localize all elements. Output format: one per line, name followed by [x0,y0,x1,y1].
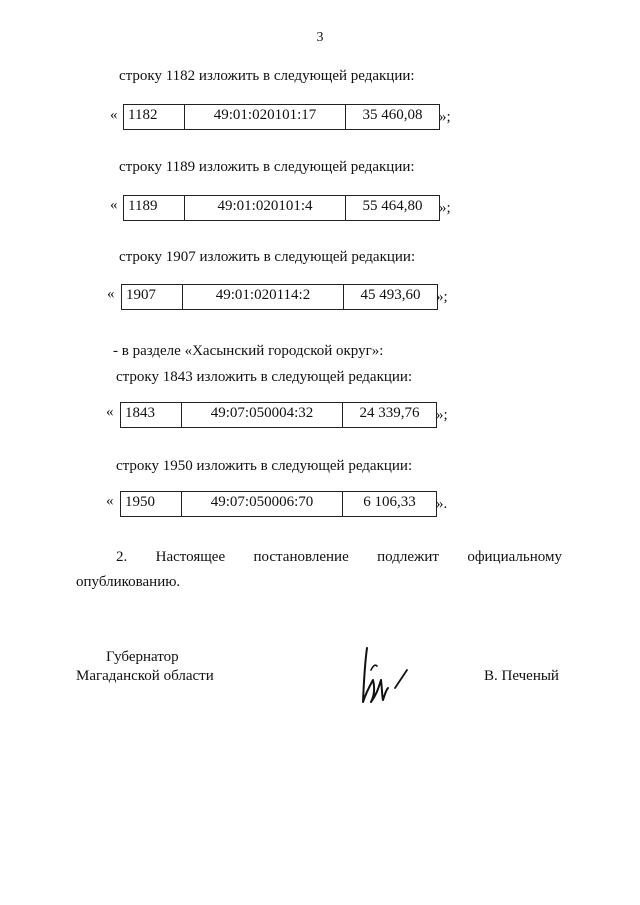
row-intro-1843: строку 1843 изложить в следующей редакции: [116,369,413,385]
quote-close: »; [439,109,451,125]
cadastral-number: 49:07:050004:32 [182,403,343,428]
quote-close: ». [436,496,448,512]
record-value: 6 106,33 [343,492,437,517]
page-number: 3 [316,30,324,45]
quote-open: « [106,404,114,420]
cadastral-number: 49:01:020101:4 [185,196,346,221]
section-heading: - в разделе «Хасынский городской округ»: [113,343,384,359]
table-row [121,492,437,517]
row-intro-1950: строку 1950 изложить в следующей редакции: [116,458,413,474]
record-table-1907 [121,284,438,310]
table-row [122,285,438,310]
quote-close: »; [439,200,451,216]
record-number: 1843 [121,403,182,428]
cadastral-number: 49:01:020114:2 [183,285,344,310]
row-intro-1189: строку 1189 изложить в следующей редакции: [119,159,415,175]
paragraph-word: официальному [467,549,562,565]
quote-open: « [107,286,115,302]
record-number: 1189 [124,196,185,221]
table-row [124,196,440,221]
record-value: 35 460,08 [346,105,440,130]
record-table-1182 [123,104,440,130]
quote-open: « [110,107,118,123]
signatory-title [76,648,214,686]
handwritten-signature [355,640,415,710]
quote-close: »; [436,289,448,305]
quote-open: « [106,493,114,509]
paragraph-2-continuation: опубликованию. [76,574,181,590]
paragraph-2-first-line [76,545,562,570]
cadastral-number: 49:01:020101:17 [185,105,346,130]
record-value: 24 339,76 [343,403,437,428]
record-number: 1950 [121,492,182,517]
record-table-1950 [120,491,437,517]
row-intro-1907: строку 1907 изложить в следующей редакции: [119,249,416,265]
record-table-1189 [123,195,440,221]
record-table-1843 [120,402,437,428]
record-number: 1182 [124,105,185,130]
paragraph-2 [76,545,562,595]
record-value: 45 493,60 [344,285,438,310]
quote-open: « [110,197,118,213]
signatory-name: В. Печеный [484,668,559,684]
cadastral-number: 49:07:050006:70 [182,492,343,517]
paragraph-word: подлежит [377,549,439,565]
quote-close: »; [436,407,448,423]
row-intro-1182: строку 1182 изложить в следующей редакции: [119,68,415,84]
paragraph-number: 2. [116,549,128,565]
paragraph-word: Настоящее [155,549,226,565]
paragraph-word: постановление [253,549,349,565]
record-number: 1907 [122,285,183,310]
record-value: 55 464,80 [346,196,440,221]
table-row [124,105,440,130]
signatory-title-line-2: Магаданской области [76,668,214,684]
table-row [121,403,437,428]
signatory-title-line-1: Губернатор [106,649,179,665]
